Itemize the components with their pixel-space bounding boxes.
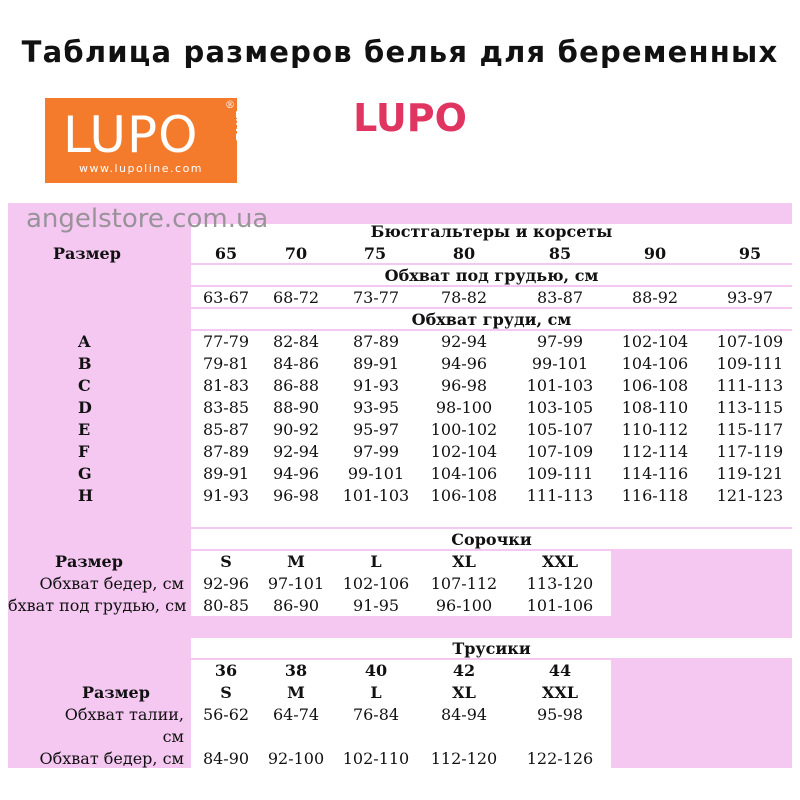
shirt-row-label: бхват под грудью, см xyxy=(8,596,187,615)
cup-label: F xyxy=(78,442,90,461)
hips-value: 122-126 xyxy=(526,749,594,768)
panties-numeric-size: 40 xyxy=(364,661,388,680)
shirt-size: L xyxy=(370,552,382,571)
bust-value: 112-114 xyxy=(621,442,689,461)
underbust-value: 83-87 xyxy=(536,288,584,307)
panties-letter-size: L xyxy=(370,683,382,702)
panties-numeric-size: 42 xyxy=(452,661,476,680)
shirt-value: 101-106 xyxy=(526,596,594,615)
bust-value: 87-89 xyxy=(352,332,400,351)
bust-value: 91-93 xyxy=(202,486,250,505)
shirt-value: 96-100 xyxy=(435,596,493,615)
bust-value: 114-116 xyxy=(621,464,689,483)
bust-value: 84-86 xyxy=(272,354,320,373)
bust-value: 104-106 xyxy=(621,354,689,373)
bust-value: 116-118 xyxy=(621,486,689,505)
bust-value: 109-111 xyxy=(526,464,594,483)
bust-value: 90-92 xyxy=(272,420,320,439)
bust-value: 94-96 xyxy=(272,464,320,483)
brand-title: LUPO xyxy=(353,96,467,140)
cup-label: H xyxy=(78,486,94,505)
cup-label: B xyxy=(78,354,92,373)
hips-label: Обхват бедер, см xyxy=(39,749,184,768)
shirts-size-label: Размер xyxy=(55,552,123,571)
shirt-row-label: Обхват бедер, см xyxy=(39,574,184,593)
bra-size: 65 xyxy=(214,244,238,263)
waist-value: 64-74 xyxy=(272,705,320,724)
bust-value: 100-102 xyxy=(430,420,498,439)
waist-value: 76-84 xyxy=(352,705,400,724)
bust-value: 88-90 xyxy=(272,398,320,417)
shirts-section-title: Сорочки xyxy=(451,530,532,549)
underbust-value: 88-92 xyxy=(631,288,679,307)
bra-size: 75 xyxy=(363,244,387,263)
shirt-value: 113-120 xyxy=(526,574,594,593)
logo-registered-mark: ® xyxy=(225,100,235,111)
bust-value: 83-85 xyxy=(202,398,250,417)
panties-letter-size: XXL xyxy=(541,683,579,702)
logo-side-text: LINE xyxy=(232,110,248,142)
bust-value: 81-83 xyxy=(202,376,250,395)
underbust-title: Обхват под грудью, см xyxy=(384,266,599,285)
bust-value: 97-99 xyxy=(536,332,584,351)
bust-value: 115-117 xyxy=(716,420,784,439)
panties-size-label: Размер xyxy=(82,683,150,702)
bust-value: 107-109 xyxy=(526,442,594,461)
lupo-line-logo xyxy=(45,98,248,183)
bra-size-label: Размер xyxy=(53,244,121,263)
bra-size: 70 xyxy=(284,244,308,263)
cup-label: C xyxy=(78,376,91,395)
bust-value: 101-103 xyxy=(342,486,410,505)
bust-value: 91-93 xyxy=(352,376,400,395)
store-watermark: angelstore.com.ua xyxy=(26,204,269,234)
cup-label: G xyxy=(78,464,92,483)
bust-value: 89-91 xyxy=(352,354,400,373)
bust-value: 85-87 xyxy=(202,420,250,439)
bust-value: 99-101 xyxy=(347,464,405,483)
panties-letter-size: M xyxy=(287,683,305,702)
panties-letter-size: XL xyxy=(452,683,476,702)
shirt-size: M xyxy=(287,552,305,571)
underbust-value: 73-77 xyxy=(352,288,400,307)
panties-numeric-size: 44 xyxy=(548,661,572,680)
bra-size: 95 xyxy=(738,244,762,263)
underbust-value: 93-97 xyxy=(726,288,774,307)
shirt-value: 80-85 xyxy=(202,596,250,615)
bust-value: 102-104 xyxy=(621,332,689,351)
underbust-value: 63-67 xyxy=(202,288,250,307)
underbust-value: 68-72 xyxy=(272,288,320,307)
bust-value: 92-94 xyxy=(272,442,320,461)
shirt-value: 107-112 xyxy=(430,574,498,593)
waist-value: 84-94 xyxy=(440,705,488,724)
bust-value: 82-84 xyxy=(272,332,320,351)
bust-value: 102-104 xyxy=(430,442,498,461)
bust-value: 101-103 xyxy=(526,376,594,395)
bust-value: 77-79 xyxy=(202,332,250,351)
cup-label: E xyxy=(78,420,91,439)
waist-value: 95-98 xyxy=(536,705,584,724)
panties-section-title: Трусики xyxy=(452,639,531,658)
panties-numeric-size: 36 xyxy=(214,661,238,680)
hips-value: 92-100 xyxy=(267,749,325,768)
shirt-value: 92-96 xyxy=(202,574,250,593)
bust-value: 99-101 xyxy=(531,354,589,373)
shirt-value: 97-101 xyxy=(267,574,325,593)
bust-value: 92-94 xyxy=(440,332,488,351)
cup-label: A xyxy=(78,332,91,351)
panties-letter-size: S xyxy=(220,683,232,702)
bust-value: 94-96 xyxy=(440,354,488,373)
waist-value: 56-62 xyxy=(202,705,250,724)
bust-value: 79-81 xyxy=(202,354,250,373)
bust-value: 87-89 xyxy=(202,442,250,461)
bust-value: 103-105 xyxy=(526,398,594,417)
size-chart xyxy=(8,203,792,768)
panties-numeric-size: 38 xyxy=(284,661,308,680)
bust-value: 95-97 xyxy=(352,420,400,439)
waist-label-line2: см xyxy=(162,727,184,746)
bust-value: 113-115 xyxy=(716,398,784,417)
bust-value: 105-107 xyxy=(526,420,594,439)
bust-value: 97-99 xyxy=(352,442,400,461)
logo-url: www.lupoline.com xyxy=(78,162,204,175)
bust-value: 111-113 xyxy=(526,486,594,505)
bust-value: 107-109 xyxy=(716,332,784,351)
shirt-value: 86-90 xyxy=(272,596,320,615)
bust-title: Обхват груди, см xyxy=(411,310,572,329)
hips-value: 102-110 xyxy=(342,749,410,768)
bra-size: 85 xyxy=(548,244,572,263)
cup-label: D xyxy=(78,398,92,417)
bust-value: 121-123 xyxy=(716,486,784,505)
bust-value: 93-95 xyxy=(352,398,400,417)
bust-value: 104-106 xyxy=(430,464,498,483)
shirt-size: S xyxy=(220,552,232,571)
bust-value: 96-98 xyxy=(272,486,320,505)
bust-value: 89-91 xyxy=(202,464,250,483)
bust-value: 106-108 xyxy=(430,486,498,505)
bust-value: 106-108 xyxy=(621,376,689,395)
shirt-value: 91-95 xyxy=(352,596,400,615)
shirt-size: XXL xyxy=(541,552,579,571)
bust-value: 119-121 xyxy=(716,464,784,483)
bust-value: 109-111 xyxy=(716,354,784,373)
bra-size: 80 xyxy=(452,244,476,263)
shirt-size: XL xyxy=(452,552,476,571)
bra-size: 90 xyxy=(643,244,667,263)
bust-value: 96-98 xyxy=(440,376,488,395)
bust-value: 98-100 xyxy=(435,398,493,417)
logo-wordmark: LUPO xyxy=(63,106,199,164)
bust-value: 86-88 xyxy=(272,376,320,395)
bust-value: 117-119 xyxy=(716,442,784,461)
hips-value: 112-120 xyxy=(430,749,498,768)
hips-value: 84-90 xyxy=(202,749,250,768)
bust-value: 110-112 xyxy=(621,420,689,439)
shirt-value: 102-106 xyxy=(342,574,410,593)
bust-value: 108-110 xyxy=(621,398,689,417)
underbust-value: 78-82 xyxy=(440,288,488,307)
bra-section-title: Бюстгальтеры и корсеты xyxy=(370,222,613,241)
bust-value: 111-113 xyxy=(716,376,784,395)
page-title: Таблица размеров белья для беременных xyxy=(21,35,779,69)
waist-label-line1: Обхват талии, xyxy=(64,705,184,724)
